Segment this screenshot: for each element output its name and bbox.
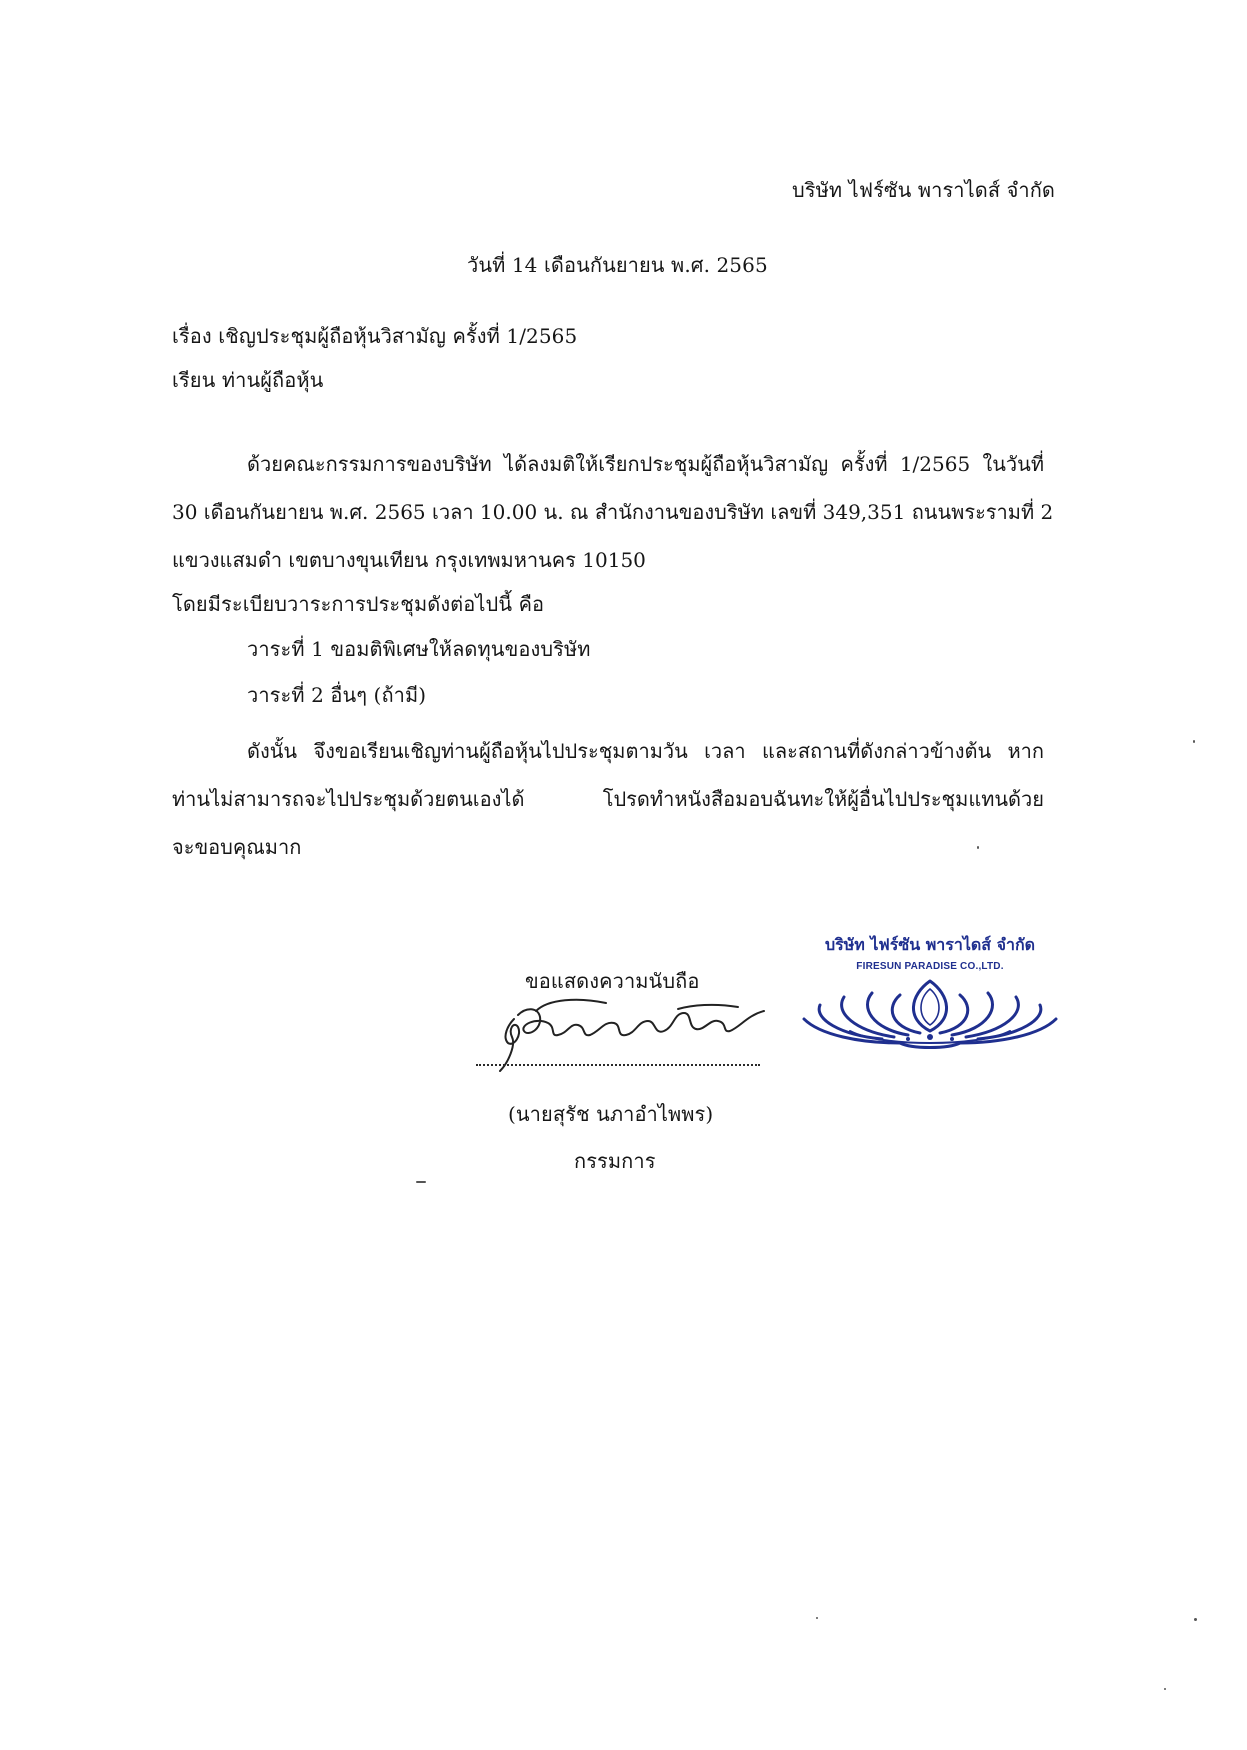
body-paragraph-1-line: ด้วยคณะกรรมการของบริษัท ได้ลงมติให้เรียกประชุมผู้ถือหุ้นวิสามัญ ครั้งที่ 1/2565 ในวันที่ <box>247 452 1044 476</box>
scan-speck <box>1193 740 1195 743</box>
closing-salutation: ขอแสดงความนับถือ <box>525 969 700 993</box>
agenda-intro: โดยมีระเบียบวาระการประชุมดังต่อไปนี้ คือ <box>172 592 545 616</box>
body-paragraph-2-line: จะขอบคุณมาก <box>172 835 302 859</box>
body-paragraph-2-line: ดังนั้น จึงขอเรียนเชิญท่านผู้ถือหุ้นไปประชุมตามวัน เวลา และสถานที่ดังกล่าวข้างต้น หาก <box>247 739 1044 763</box>
signer-name: (นายสุรัช นภาอำไพพร) <box>508 1102 714 1126</box>
lotus-logo-icon <box>790 973 1070 1055</box>
scan-speck <box>1164 1688 1166 1690</box>
scan-speck <box>816 1617 818 1619</box>
letter-date: วันที่ 14 เดือนกันยายน พ.ศ. 2565 <box>467 253 768 277</box>
seal-name-english: FIRESUN PARADISE CO.,LTD. <box>856 961 1004 972</box>
scan-speck <box>416 1181 426 1183</box>
body-paragraph-2-line: ท่านไม่สามารถจะไปประชุมด้วยตนเองได้ โปรดทำหนังสือมอบฉันทะให้ผู้อื่นไปประชุมแทนด้วย <box>172 787 1044 811</box>
letter-recipient: เรียน ท่านผู้ถือหุ้น <box>172 368 324 392</box>
scan-speck <box>1194 1618 1197 1621</box>
seal-name-thai: บริษัท ไฟร์ซัน พาราไดส์ จำกัด <box>824 935 1036 954</box>
signature-line <box>476 1064 760 1066</box>
body-paragraph-2 <box>172 737 1044 881</box>
body-paragraph-1 <box>172 450 1054 594</box>
company-name-header: บริษัท ไฟร์ซัน พาราไดส์ จำกัด <box>792 178 1055 202</box>
agenda-item: วาระที่ 1 ขอมติพิเศษให้ลดทุนของบริษัท <box>247 637 591 661</box>
agenda-item: วาระที่ 2 อื่นๆ (ถ้ามี) <box>247 683 427 707</box>
signer-title: กรรมการ <box>574 1149 656 1173</box>
handwritten-signature <box>478 985 768 1075</box>
body-paragraph-1-line: แขวงแสมดำ เขตบางขุนเทียน กรุงเทพมหานคร 10150 <box>172 548 646 572</box>
letter-subject: เรื่อง เชิญประชุมผู้ถือหุ้นวิสามัญ ครั้งที่ 1/2565 <box>172 324 578 348</box>
company-seal <box>790 935 1070 1055</box>
body-paragraph-1-line: 30 เดือนกันยายน พ.ศ. 2565 เวลา 10.00 น. ณ สำนักงานของบริษัท เลขที่ 349,351 ถนนพระรามที่ 2 <box>172 500 1054 524</box>
scan-speck <box>977 846 979 849</box>
